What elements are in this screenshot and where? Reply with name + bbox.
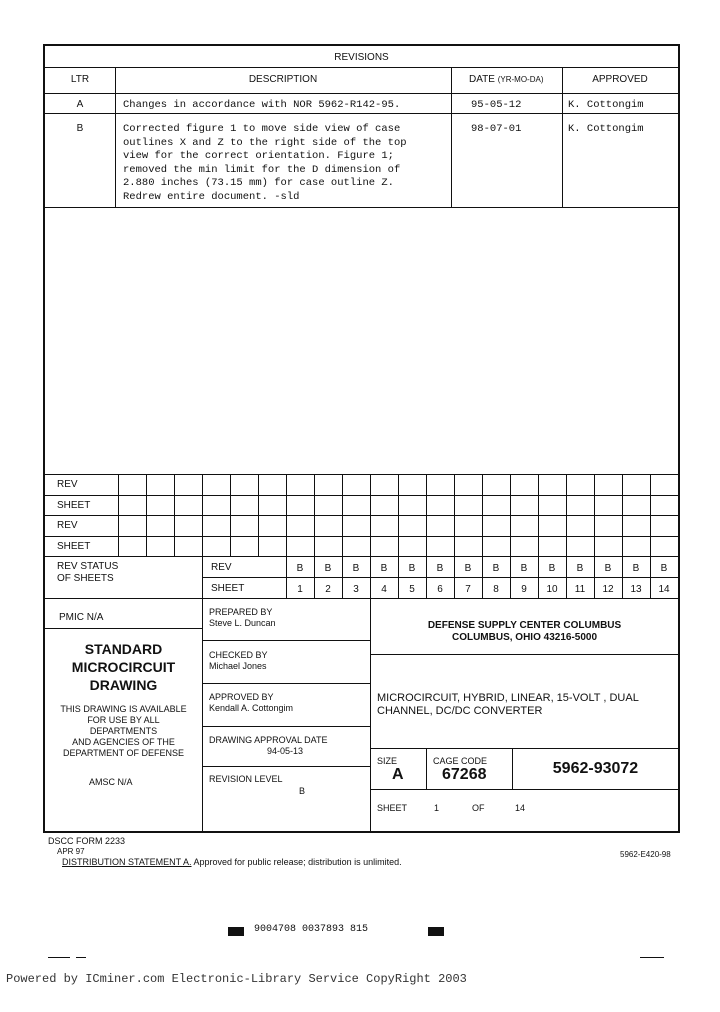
grid-column-line — [370, 474, 371, 556]
agency-line: COLUMBUS, OHIO 43216-5000 — [451, 632, 598, 643]
revisions-title: REVISIONS — [334, 52, 389, 63]
rev-date-b: 98-07-01 — [471, 123, 522, 135]
size-value: A — [392, 766, 404, 783]
grid-column-line — [202, 474, 203, 556]
device-title — [377, 692, 675, 718]
rule — [370, 789, 678, 790]
checked-label: CHECKED BY — [209, 650, 268, 660]
sheet-total: 14 — [515, 803, 526, 813]
rule — [45, 207, 678, 208]
rule — [426, 748, 427, 789]
revision-level: B — [299, 786, 306, 796]
rev-cell: B — [548, 563, 556, 574]
distribution-label: DISTRIBUTION STATEMENT A. — [62, 857, 192, 867]
rev-cell: B — [408, 563, 416, 574]
rev-status-label: REV STATUS — [57, 561, 119, 572]
sheet-cell: 6 — [437, 584, 443, 595]
rule — [370, 654, 678, 655]
grid-column-line — [342, 474, 343, 556]
grid-row-label: SHEET — [57, 500, 91, 511]
rule — [45, 628, 202, 629]
availability-line: DEPARTMENTS — [89, 726, 158, 736]
grid-column-line — [566, 474, 567, 556]
barcode-block-left — [228, 927, 244, 936]
standard-microcircuit-drawing — [45, 640, 202, 694]
availability-note — [45, 704, 202, 759]
rev-cell: B — [604, 563, 612, 574]
prepared-by: Steve L. Duncan — [209, 618, 276, 628]
availability-line: THIS DRAWING IS AVAILABLE — [60, 704, 187, 714]
revision-level-label: REVISION LEVEL — [209, 774, 283, 784]
title-line: DRAWING — [89, 677, 158, 693]
rule — [45, 113, 678, 114]
grid-column-line — [286, 474, 287, 556]
rev-cell: B — [352, 563, 360, 574]
rev-desc-a: Changes in accordance with NOR 5962-R142-95. — [123, 99, 401, 111]
availability-line: AND AGENCIES OF THE — [72, 737, 175, 747]
pmic: PMIC N/A — [59, 612, 104, 623]
rule — [202, 683, 370, 684]
rev-cell: B — [660, 563, 668, 574]
rev-desc-b — [123, 123, 448, 204]
drawing-number: 5962-93072 — [552, 760, 639, 777]
title-line: STANDARD — [84, 641, 163, 657]
rule — [45, 93, 678, 94]
rule — [45, 495, 678, 496]
rev-cell: B — [632, 563, 640, 574]
sheet-cell: 7 — [465, 584, 471, 595]
barcode-text: 9004708 0037893 815 — [254, 924, 369, 935]
rev-ltr-b: B — [76, 123, 84, 134]
approved-label: APPROVED BY — [209, 692, 274, 702]
sheet-cell: 14 — [658, 584, 670, 595]
rev-cell: B — [324, 563, 332, 574]
prepared-label: PREPARED BY — [209, 607, 273, 617]
rule — [45, 556, 678, 557]
rev-label: REV — [211, 562, 232, 573]
rev-cell: B — [436, 563, 444, 574]
sheet-cell: 8 — [493, 584, 499, 595]
frame-bottom — [43, 831, 680, 833]
cage-label: CAGE CODE — [433, 756, 488, 766]
rev-desc-b-line: outlines X and Z to the right side of the top — [123, 136, 407, 149]
approval-date: 94-05-13 — [267, 746, 304, 756]
sheet-cell: 10 — [546, 584, 558, 595]
date-header-label: DATE — [469, 74, 495, 85]
amsc: AMSC N/A — [89, 777, 133, 787]
crop-mark — [48, 957, 70, 958]
form-date: APR 97 — [57, 847, 85, 856]
rev-approved-a: K. Cottongim — [568, 99, 644, 111]
rev-cell: B — [380, 563, 388, 574]
sheet-cell: 12 — [602, 584, 614, 595]
rule — [45, 67, 678, 68]
sheet-cell: 5 — [409, 584, 415, 595]
of-sheets-label: OF SHEETS — [57, 573, 114, 584]
sheet-cell: 9 — [521, 584, 527, 595]
rule — [202, 640, 370, 641]
grid-column-line — [146, 474, 147, 556]
sheet-number: 1 — [434, 803, 440, 813]
rule — [562, 67, 563, 207]
rule — [45, 598, 678, 599]
rev-desc-b-line: Redrew entire document. -sld — [123, 190, 300, 203]
distribution-statement — [62, 857, 402, 867]
grid-column-line — [398, 474, 399, 556]
rev-desc-b-line: 2.880 inches (73.15 mm) for case outline Z. — [123, 177, 394, 189]
agency-line: DEFENSE SUPPLY CENTER COLUMBUS — [427, 620, 622, 631]
rule — [202, 577, 678, 578]
rule — [45, 536, 678, 537]
rule — [115, 67, 116, 207]
rule — [202, 726, 370, 727]
rev-approved-b: K. Cottongim — [568, 123, 644, 135]
approved-header: APPROVED — [592, 74, 648, 85]
grid-column-line — [314, 474, 315, 556]
date-header — [469, 74, 544, 85]
grid-column-line — [594, 474, 595, 556]
ltr-header: LTR — [70, 74, 90, 85]
grid-column-line — [650, 474, 651, 556]
grid-column-line — [426, 474, 427, 556]
grid-column-line — [622, 474, 623, 556]
document-code: 5962-E420-98 — [620, 850, 671, 859]
of-label: OF — [472, 803, 485, 813]
sheet-cell: 3 — [353, 584, 359, 595]
availability-line: DEPARTMENT OF DEFENSE — [62, 748, 185, 758]
rev-date-a: 95-05-12 — [471, 99, 522, 111]
form-number: DSCC FORM 2233 — [48, 836, 126, 846]
rev-ltr-a: A — [76, 99, 84, 110]
rev-cell: B — [492, 563, 500, 574]
rev-desc-b-line: Corrected figure 1 to move side view of case — [123, 123, 401, 135]
device-title-line: MICROCIRCUIT, HYBRID, LINEAR, 15-VOLT , DUAL — [377, 692, 639, 704]
rev-desc-b-line: view for the correct orientation. Figure 1; — [123, 150, 394, 162]
date-format: (YR-MO-DA) — [497, 75, 544, 84]
grid-column-line — [538, 474, 539, 556]
rule — [45, 474, 678, 475]
grid-column-line — [510, 474, 511, 556]
agency — [371, 620, 678, 644]
crop-mark — [76, 957, 86, 958]
distribution-text: Approved for public release; distribution is unlimited. — [191, 857, 402, 867]
grid-row-label: REV — [57, 520, 78, 531]
availability-line: FOR USE BY ALL — [87, 715, 160, 725]
powered-by-footer: Powered by ICminer.com Electronic-Library Service CopyRight 2003 — [6, 972, 467, 986]
grid-column-line — [482, 474, 483, 556]
rule — [202, 766, 370, 767]
device-title-line: CHANNEL, DC/DC CONVERTER — [377, 705, 543, 717]
sheet-label-tb: SHEET — [377, 803, 408, 813]
sheet-cell: 4 — [381, 584, 387, 595]
sheet-label: SHEET — [211, 583, 245, 594]
cage-code: 67268 — [442, 766, 487, 783]
size-label: SIZE — [377, 756, 398, 766]
rule — [45, 515, 678, 516]
rev-desc-b-line: removed the min limit for the D dimension of — [123, 163, 401, 176]
rule — [451, 67, 452, 207]
sheet-cell: 2 — [325, 584, 331, 595]
grid-row-label: SHEET — [57, 541, 91, 552]
rule — [118, 474, 119, 556]
description-header: DESCRIPTION — [248, 74, 318, 85]
rev-cell: B — [296, 563, 304, 574]
frame-right — [678, 44, 680, 833]
title-line: MICROCIRCUIT — [71, 659, 176, 675]
grid-column-line — [174, 474, 175, 556]
grid-column-line — [230, 474, 231, 556]
checked-by: Michael Jones — [209, 661, 267, 671]
rev-cell: B — [520, 563, 528, 574]
frame-top — [43, 44, 680, 46]
grid-row-label: REV — [57, 479, 78, 490]
grid-column-line — [258, 474, 259, 556]
sheet-cell: 13 — [630, 584, 642, 595]
sheet-cell: 1 — [297, 584, 303, 595]
rev-cell: B — [464, 563, 472, 574]
approval-date-label: DRAWING APPROVAL DATE — [209, 735, 328, 745]
rule — [370, 748, 678, 749]
barcode-block-right — [428, 927, 444, 936]
grid-column-line — [454, 474, 455, 556]
approved-by: Kendall A. Cottongim — [209, 703, 294, 713]
rev-cell: B — [576, 563, 584, 574]
sheet-cell: 11 — [574, 584, 586, 595]
crop-mark — [640, 957, 664, 958]
